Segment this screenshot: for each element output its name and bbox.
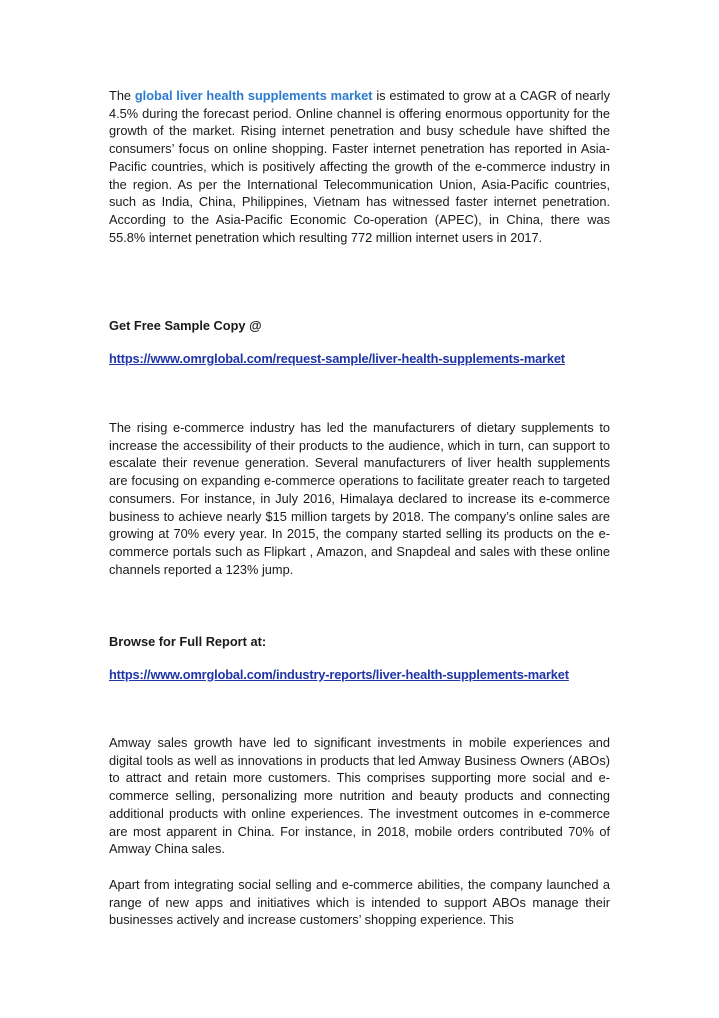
market-keyword-link[interactable]: global liver health supplements market	[134, 88, 373, 103]
report-heading: Browse for Full Report at:	[109, 634, 267, 649]
ecommerce-paragraph: The rising e-commerce industry has led the manufacturers of dietary supplements to increase the accessibility of their products to the audience, which in turn, can support to escalate their revenue generation. Several manufacturers of liver health supplements are focusing on expanding e-commerce operations to facilitate greater reach to targeted consumers. For instance, in July 2016, Himalaya declared to increase its e-commerce business to achieve nearly $15 million targets by 2018. The company’s online sales are growing at 70% every year. In 2015, the company started selling its products on the e-commerce portals such as Flipkart , Amazon, and Snapdeal and sales with these online channels reported a 123% jump.	[109, 420, 610, 577]
report-url-link[interactable]: https://www.omrglobal.com/industry-reports/liver-health-supplements-market	[109, 667, 569, 682]
intro-prefix: The	[109, 88, 135, 103]
sample-url-link[interactable]: https://www.omrglobal.com/request-sample/liver-health-supplements-market	[109, 351, 565, 366]
intro-paragraph	[109, 87, 610, 246]
social-selling-paragraph: Apart from integrating social selling and e-commerce abilities, the company launched a range of new apps and initiatives which is intended to support ABOs manage their businesses actively and increase customers’ shopping experience. This	[109, 877, 610, 928]
sample-heading: Get Free Sample Copy @	[109, 318, 262, 333]
amway-paragraph: Amway sales growth have led to significant investments in mobile experiences and digital tools as well as innovations in products that led Amway Business Owners (ABOs) to attract and retain more customers. This comprises supporting more social and e-commerce selling, personalizing more nutrition and beauty products and connecting additional products with online experiences. The investment outcomes in e-commerce are most apparent in China. For instance, in 2018, mobile orders contributed 70% of Amway China sales.	[109, 735, 610, 857]
intro-body: is estimated to grow at a CAGR of nearly 4.5% during the forecast period. Online channel is offering enormous opportunity for the growth of the market. Rising internet penetration and busy schedule have shifted the consumers’ focus on online shopping. Faster internet penetration has reported in Asia-Pacific countries, which is positively affecting the growth of the e-commerce industry in the region. As per the International Telecommunication Union, Asia-Pacific countries, such as India, China, Philippines, Vietnam has witnessed faster internet penetration. According to the Asia-Pacific Economic Co-operation (APEC), in China, there was 55.8% internet penetration which resulting 772 million internet users in 2017.	[109, 88, 611, 245]
